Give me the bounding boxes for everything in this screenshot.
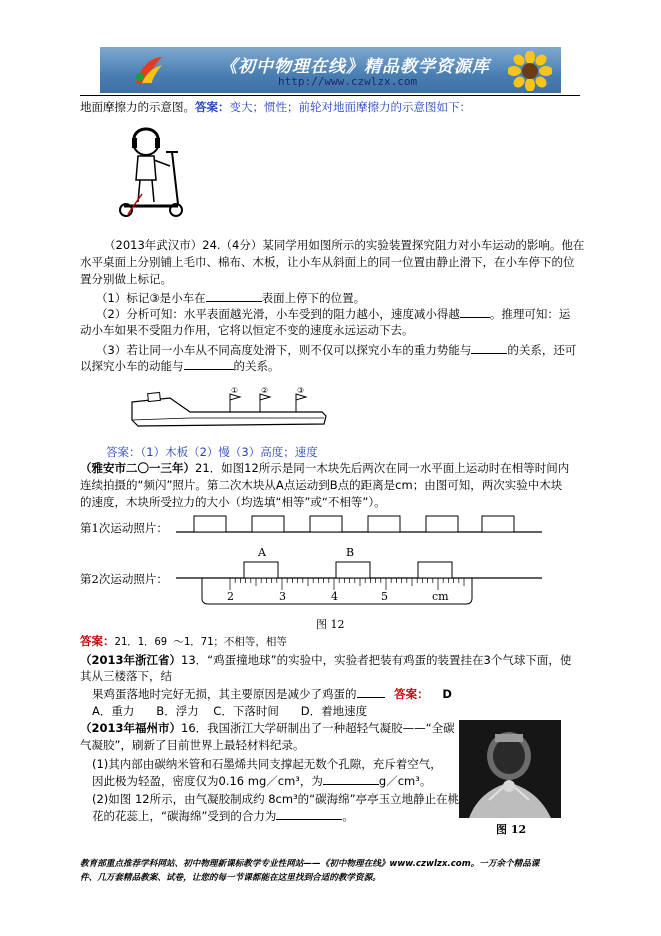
q1-line2: 水平桌面上分别铺上毛巾、棉布、木板，让小车从斜面上的同一位置由静止滑下，在小车停下的位 <box>80 255 575 269</box>
q4-line3: (1)其内部由碳纳米管和石墨烯共同支撑起无数个孔隙，充斥着空气， <box>92 757 442 771</box>
q4-text1: 16．我国浙江大学研制出了一种超轻气凝胶——“全碳 <box>181 721 455 735</box>
aerogel-figure-caption: 图 12 <box>496 823 527 836</box>
q1-blank-3[interactable] <box>471 342 507 354</box>
q1-part2 <box>96 306 570 322</box>
row2-label: 第2次运动照片： <box>80 572 168 586</box>
q3-line3 <box>92 686 452 702</box>
banner-title: 《初中物理在线》精品教学资源库 <box>220 57 490 77</box>
q1-part1 <box>96 290 365 306</box>
q0-answer-label: 答案： <box>195 100 230 114</box>
q3-line2: 其从三楼落下，结 <box>80 669 172 683</box>
q1-answer: 答案：（1）木板（2）慢（3）高度；速度 <box>106 445 318 459</box>
q4-l4b: g／cm³。 <box>378 774 432 788</box>
q2-line1 <box>80 460 569 476</box>
q1-p2b: 。推理可知：运 <box>489 307 571 321</box>
row1-track <box>176 514 542 534</box>
q4-line5: (2)如图 12所示，由气凝胶制成约 8cm³的“碳海绵”亭亭玉立地静止在桃 <box>92 792 460 806</box>
ramp-figure <box>128 382 328 432</box>
q3-text1: 13．“鸡蛋撞地球”的实验中，实验者把装有鸡蛋的装置挂在3个气球下面，使 <box>181 653 572 667</box>
ruler-tick-label-5: 5 <box>381 590 388 603</box>
q1-p3d: 的关系。 <box>233 359 280 373</box>
q1-p3c: 以探究小车的动能与 <box>80 359 184 373</box>
q3-options: A．重力 B．浮力 C．下落时间 D．着地速度 <box>92 704 368 718</box>
q3-source: （2013年浙江省） <box>80 653 182 667</box>
q3-answer-label: 答案： <box>394 687 429 701</box>
sunflower-icon <box>508 51 552 91</box>
q1-p2a: （2）分析可知：水平表面越光滑，小车受到的阻力越小，速度减小得越 <box>96 307 460 321</box>
q1-p3b: 的关系，还可 <box>507 343 577 357</box>
aerogel-photo <box>459 720 561 818</box>
q2-answer-label: 答案： <box>80 634 115 648</box>
q1-line1: （2013年武汉市）24.（4分）某同学用如图所示的实验装置探究阻力对小车运动的影响。他在 <box>104 238 585 252</box>
q1-blank-4[interactable] <box>184 358 234 370</box>
q4-line6 <box>92 808 354 824</box>
q4-line2: 气凝胶”，刷新了目前世界上最轻材料纪录。 <box>80 738 305 752</box>
q4-l6a: 花的花蕊上，“碳海绵”受到的合力为 <box>92 809 277 823</box>
row1-label: 第1次运动照片： <box>80 521 168 535</box>
banner-url[interactable]: http://www.czwlzx.com <box>278 75 418 88</box>
q1-p1b: 表面上停下的位置。 <box>261 291 366 305</box>
q1-blank-1[interactable] <box>206 290 262 302</box>
q1-blank-2[interactable] <box>460 306 490 318</box>
q4-line1 <box>80 720 455 736</box>
q3-text3: 果鸡蛋落地时完好无损，其主要原因是减少了鸡蛋的 <box>92 687 357 701</box>
ruler-tick-label-4: 4 <box>331 590 338 603</box>
q4-l4a: 因此极为轻盈，密度仅为0.16 mg／cm³，为 <box>92 774 323 788</box>
q1-part3 <box>96 342 576 358</box>
label-b: B <box>346 546 355 559</box>
flag-3-label: ③ <box>297 386 305 395</box>
q3-blank[interactable] <box>357 686 385 698</box>
q4-source: （2013年福州市） <box>80 721 182 735</box>
ruler-tick-label-2: 2 <box>227 590 234 603</box>
scooter-figure <box>112 122 192 220</box>
q4-blank-1[interactable] <box>323 773 379 785</box>
q3-answer: D <box>442 687 452 701</box>
label-a: A <box>258 546 266 559</box>
q1-part3-cont <box>80 358 280 374</box>
q2-source: （雅安市二〇一三年） <box>80 461 195 475</box>
header-rule <box>80 95 580 96</box>
flag-2-label: ② <box>261 386 269 395</box>
q0-text: 地面摩擦力的示意图。 <box>80 100 195 114</box>
q4-line4 <box>92 773 431 789</box>
ruler-tick-label-3: 3 <box>279 590 286 603</box>
footer-line2: 件、几万套精品教案、试卷，让您的每一节课都能在这里找到合适的教学资源。 <box>80 873 381 883</box>
q3-line1 <box>80 652 571 668</box>
q2-answer-line <box>80 633 287 650</box>
q1-p3a: （3）若让同一小车从不同高度处滑下，则不仅可以探究小车的重力势能与 <box>96 343 472 357</box>
q1-line3: 置分别做上标记。 <box>80 272 172 286</box>
q4-blank-2[interactable] <box>276 808 342 820</box>
flag-1-label: ① <box>231 386 239 395</box>
logo-icon <box>132 53 166 87</box>
q0-answer: 变大；惯性；前轮对地面摩擦力的示意图如下： <box>229 100 471 114</box>
q2-line2: 连续拍摄的“频闪”照片。第二次木块从A点运动到B点的距离是cm；由图可知，两次实验中木块 <box>80 478 563 492</box>
q1-p2c: 动小车如果不受阻力作用，它将以恒定不变的速度永远运动下去。 <box>80 323 414 337</box>
q2-text1: 21．如图12所示是同一木块先后两次在同一水平面上运动时在相等时间内 <box>195 461 570 475</box>
q2-figure-caption: 图 12 <box>316 618 345 631</box>
q0-line <box>80 99 471 115</box>
ruler-unit-label: cm <box>432 590 449 603</box>
footer-line1: 教育部重点推荐学科网站、初中物理新课标教学专业性网站——《初中物理在线》www.czwlzx.com。一万余个精品课 <box>80 859 540 869</box>
q4-l6b: 。 <box>342 809 354 823</box>
q1-p1a: （1）标记③是小车在 <box>96 291 206 305</box>
q2-answer: 21．1．69 ～1．71；不相等，相等 <box>114 636 287 648</box>
header-banner <box>100 47 561 93</box>
q2-line3: 的速度，木块所受拉力的大小（均选填“相等”或“不相等”）。 <box>80 495 386 509</box>
